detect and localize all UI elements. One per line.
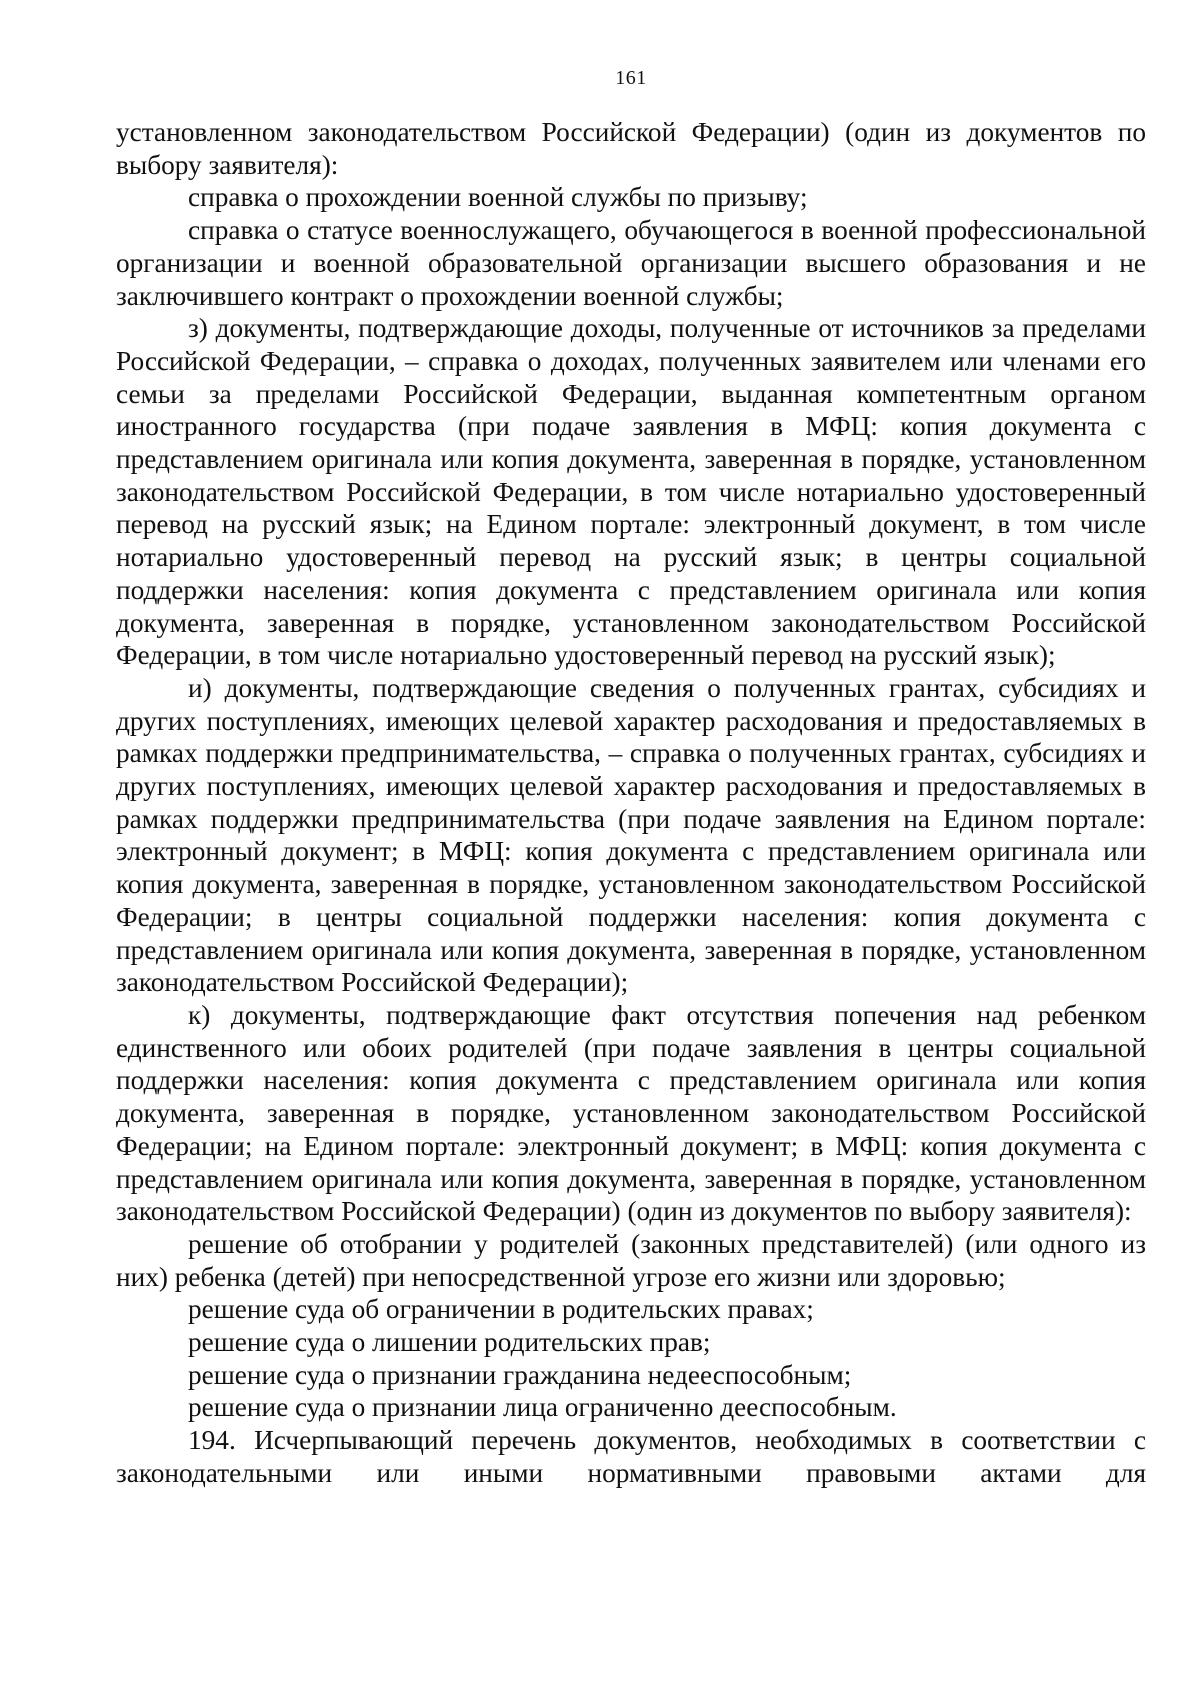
paragraph-continuation: установленном законодательством Российской Федерации) (один из документов по выбору заявителя): <box>116 117 1146 180</box>
paragraph-military-service-certificate: справка о прохождении военной службы по призыву; <box>188 182 808 213</box>
paragraph-removal-decision: решение об отобрании у родителей (законных представителей) (или одного из них) ребенка (детей) при непосредственной угрозе его жизни или здоровью; <box>116 1228 1146 1292</box>
paragraph-court-restriction-rights: решение суда об ограничении в родительских правах; <box>188 1294 814 1325</box>
paragraph-item-i-grants-subsidies: и) документы, подтверждающие сведения о полученных грантах, субсидиях и других поступлениях, имеющих целевой характер расходования и предоставляемых в рамках поддержки предпринимательства, – справка о полученных грантах, субсидиях и других поступлениях, имеющих целевой характер расходования и предоставляемых в рамках поддержки предпринимательства (при подаче заявления на Едином портале: электронный документ; в МФЦ: копия документа с представлением оригинала или копия документа, заверенная в порядке, установленном законодательством Российской Федерации; в центры социальной поддержки населения: копия документа с представлением оригинала или копия документа, заверенная в порядке, установленном законодательством Российской Федерации); <box>116 672 1146 998</box>
page-number: 161 <box>615 67 647 89</box>
paragraph-court-incapacity: решение суда о признании гражданина недееспособным; <box>188 1359 852 1390</box>
paragraph-serviceman-status-certificate: справка о статусе военнослужащего, обучающегося в военной профессиональной организации и военной образовательной организации высшего образования и не заключившего контракт о прохождении военной службы; <box>116 215 1146 311</box>
paragraph-item-194-start: 194. Исчерпывающий перечень документов, необходимых в соответствии с законодательными или иными нормативными правовыми актами для <box>116 1425 1146 1488</box>
paragraph-court-limited-capacity: решение суда о признании лица ограниченно дееспособным. <box>188 1392 897 1423</box>
document-body <box>116 116 1146 1490</box>
paragraph-item-z-foreign-income: з) документы, подтверждающие доходы, полученные от источников за пределами Российской Федерации, – справка о доходах, полученных заявителем или членами его семьи за пределами Российской Федерации, выданная компетентным органом иностранного государства (при подаче заявления в МФЦ: копия документа с представлением оригинала или копия документа, заверенная в порядке, установленном законодательством Российской Федерации, в том числе нотариально удостоверенный перевод на русский язык; на Едином портале: электронный документ, в том числе нотариально удостоверенный перевод на русский язык; в центры социальной поддержки населения: копия документа с представлением оригинала или копия документа, заверенная в порядке, установленном законодательством Российской Федерации, в том числе нотариально удостоверенный перевод на русский язык); <box>116 313 1146 671</box>
paragraph-item-k-lack-of-parental-care: к) документы, подтверждающие факт отсутствия попечения над ребенком единственного или обоих родителей (при подаче заявления в центры социальной поддержки населения: копия документа с представлением оригинала или копия документа, заверенная в порядке, установленном законодательством Российской Федерации; на Едином портале: электронный документ; в МФЦ: копия документа с представлением оригинала или копия документа, заверенная в порядке, установленном законодательством Российской Федерации) (один из документов по выбору заявителя): <box>116 999 1146 1227</box>
paragraph-court-deprivation-rights: решение суда о лишении родительских прав; <box>188 1327 711 1358</box>
